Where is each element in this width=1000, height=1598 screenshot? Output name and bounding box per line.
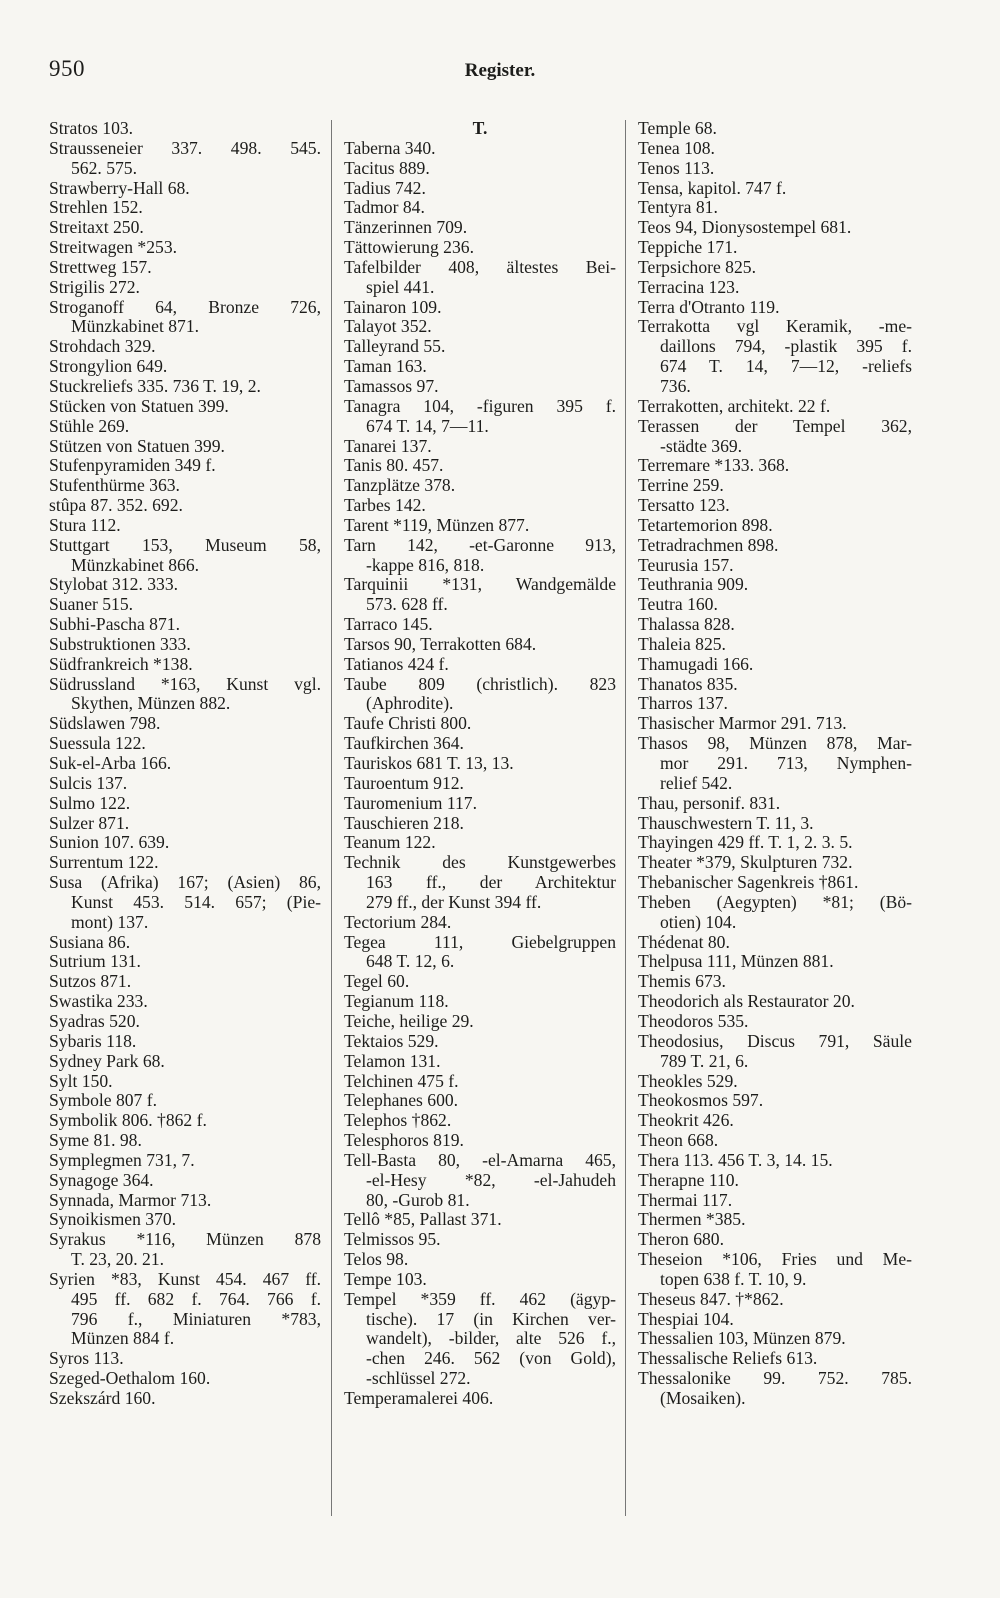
index-entry-continuation: -kappe 816, 818. [366, 554, 485, 575]
index-entry-continuation: wandelt), -bilder, alte 526 f., [366, 1328, 616, 1349]
index-entry: Susiana 86. [49, 931, 131, 952]
index-entry-continuation: 674 T. 14, 7—12, -reliefs [660, 356, 912, 377]
index-entry: Temple 68. [638, 118, 717, 138]
index-entry: Telos 98. [344, 1249, 409, 1270]
index-entry-continuation: otien) 104. [660, 911, 737, 932]
index-column-left [49, 119, 321, 1409]
index-entry: Taberna 340. [344, 137, 436, 158]
index-entry: Telamon 131. [344, 1050, 441, 1071]
index-entry: Tensa, kapitol. 747 f. [638, 177, 787, 198]
index-entry-continuation: 789 T. 21, 6. [660, 1050, 749, 1071]
index-entry: Tarent *119, Münzen 877. [344, 514, 530, 535]
section-letter-heading: T. [472, 118, 488, 138]
index-entry: Thespiai 104. [638, 1308, 734, 1329]
index-entry: Szekszárd 160. [49, 1388, 156, 1408]
index-entry: Sydney Park 68. [49, 1050, 165, 1071]
index-entry: Tempe 103. [344, 1268, 427, 1289]
index-entry: Suaner 515. [49, 594, 134, 615]
index-entry: Strongylion 649. [49, 356, 168, 377]
index-entry: Telmissos 95. [344, 1229, 441, 1250]
index-entry: Tetartemorion 898. [638, 514, 773, 535]
index-entry: Tarn 142, -et-Garonne 913, [344, 534, 616, 555]
index-entry-continuation: (Mosaiken). [660, 1388, 746, 1408]
index-entry: Theater *379, Skulpturen 732. [638, 852, 853, 873]
index-entry: Stura 112. [49, 514, 121, 535]
running-title: Register. [464, 60, 536, 81]
index-entry: Tainaron 109. [344, 296, 442, 317]
index-entry-continuation: daillons 794, -plastik 395 f. [660, 336, 912, 357]
index-entry: Tanagra 104, -figuren 395 f. [344, 395, 616, 416]
index-entry: Tempel *359 ff. 462 (ägyp- [344, 1288, 616, 1309]
index-column-right [638, 119, 912, 1409]
index-entry-continuation: 279 ff., der Kunst 394 ff. [366, 891, 542, 912]
index-entry: Thessalische Reliefs 613. [638, 1348, 818, 1369]
index-entry: Terremare *133. 368. [638, 455, 790, 476]
index-entry-continuation: Münzkabinet 866. [71, 554, 200, 575]
index-entry-continuation: relief 542. [660, 772, 733, 793]
index-entry-continuation: -schlüssel 272. [366, 1368, 471, 1389]
index-entry: Tharros 137. [638, 693, 728, 714]
index-entry: Thayingen 429 ff. T. 1, 2. 3. 5. [638, 832, 853, 853]
index-entry: Thasischer Marmor 291. 713. [638, 713, 847, 734]
index-entry: Subhi-Pascha 871. [49, 614, 180, 635]
index-entry: Stufenpyramiden 349 f. [49, 455, 216, 476]
index-entry: Susa (Afrika) 167; (Asien) 86, [49, 872, 321, 893]
index-entry: Syrien *83, Kunst 454. 467 ff. [49, 1268, 321, 1289]
index-entry: Technik des Kunstgewerbes [344, 852, 616, 873]
index-entry: Taman 163. [344, 356, 427, 377]
index-entry: Teppiche 171. [638, 237, 738, 258]
index-entry-continuation: spiel 441. [366, 276, 435, 297]
index-entry: Theokosmos 597. [638, 1090, 764, 1111]
index-entry: Thebanischer Sagenkreis †861. [638, 872, 859, 893]
index-entry: Tektaios 529. [344, 1030, 439, 1051]
index-entry: Thasos 98, Münzen 878, Mar- [638, 733, 912, 754]
index-entry: Streitwagen *253. [49, 237, 178, 258]
index-entry: Tanarei 137. [344, 435, 432, 456]
index-entry: Streitaxt 250. [49, 217, 144, 238]
index-entry: Tafelbilder 408, ältestes Bei- [344, 256, 616, 277]
index-entry: Theodoros 535. [638, 1010, 749, 1031]
index-entry: Theodorich als Restaurator 20. [638, 991, 855, 1012]
index-entry: Teuthrania 909. [638, 574, 749, 595]
index-entry: Tauroentum 912. [344, 772, 464, 793]
index-entry-continuation: T. 23, 20. 21. [71, 1249, 165, 1270]
index-entry: Sulcis 137. [49, 772, 128, 793]
index-entry: Stühle 269. [49, 415, 130, 436]
index-entry: Terassen der Tempel 362, [638, 415, 912, 436]
index-entry: Tänzerinnen 709. [344, 217, 468, 238]
index-entry: Stufenthürme 363. [49, 475, 180, 496]
index-entry: Theodosius, Discus 791, Säule [638, 1030, 912, 1051]
index-entry: Tatianos 424 f. [344, 653, 449, 674]
index-entry: Sutzos 871. [49, 971, 132, 992]
index-entry: Strawberry-Hall 68. [49, 177, 190, 198]
index-entry: Südrussland *163, Kunst vgl. [49, 673, 321, 694]
index-entry-continuation: 573. 628 ff. [366, 594, 448, 615]
index-entry: Terpsichore 825. [638, 256, 756, 277]
index-entry: Thalassa 828. [638, 614, 735, 635]
index-entry: Tellô *85, Pallast 371. [344, 1209, 502, 1230]
index-entry-continuation: 163 ff., der Architektur [366, 872, 616, 893]
index-entry-continuation: mor 291. 713, Nymphen- [660, 753, 912, 773]
index-entry: Tauschieren 218. [344, 812, 464, 833]
index-entry: Synoikismen 370. [49, 1209, 177, 1230]
index-entry: Suessula 122. [49, 733, 146, 754]
index-entry: Talleyrand 55. [344, 336, 446, 357]
index-entry: Tauromenium 117. [344, 792, 477, 813]
index-entry-continuation: -chen 246. 562 (von Gold), [366, 1348, 616, 1369]
index-entry: Theon 668. [638, 1130, 719, 1151]
index-entry: Thau, personif. 831. [638, 792, 781, 813]
index-entry-continuation: tische). 17 (in Kirchen ver- [366, 1308, 616, 1329]
index-entry-continuation: 796 f., Miniaturen *783, [71, 1308, 321, 1329]
index-entry: Taufkirchen 364. [344, 733, 464, 754]
index-entry: Stroganoff 64, Bronze 726, [49, 296, 321, 317]
index-entry: Tenea 108. [638, 137, 715, 158]
index-entry: Teanum 122. [344, 832, 436, 853]
index-entry: Südslawen 798. [49, 713, 161, 734]
index-entry: Symplegmen 731, 7. [49, 1149, 195, 1170]
index-entry-continuation: mont) 137. [71, 911, 149, 932]
index-entry-continuation: topen 638 f. T. 10, 9. [660, 1268, 807, 1289]
index-entry: Tamassos 97. [344, 375, 439, 396]
index-entry: Surrentum 122. [49, 852, 159, 873]
index-entry: Tegianum 118. [344, 991, 449, 1012]
index-entry: Tarraco 145. [344, 614, 433, 635]
index-entry: Strettweg 157. [49, 256, 152, 277]
index-entry: Sylt 150. [49, 1070, 113, 1091]
index-entry: Thessalonike 99. 752. 785. [638, 1368, 912, 1389]
index-entry: Sunion 107. 639. [49, 832, 170, 853]
index-entry: Thaleia 825. [638, 633, 726, 654]
index-entry-continuation: 674 T. 14, 7—11. [366, 415, 489, 436]
index-entry: Tauriskos 681 T. 13, 13. [344, 753, 514, 773]
index-entry: Synnada, Marmor 713. [49, 1189, 212, 1210]
index-entry: Thermen *385. [638, 1209, 746, 1230]
index-entry: Tegea 111, Giebelgruppen [344, 931, 616, 952]
index-entry: Stratos 103. [49, 118, 134, 138]
page-number: 950 [49, 56, 85, 81]
index-entry: Telephanes 600. [344, 1090, 459, 1111]
index-entry: Tarsos 90, Terrakotten 684. [344, 633, 537, 654]
index-entry: Thera 113. 456 T. 3, 14. 15. [638, 1149, 833, 1170]
index-entry: Tersatto 123. [638, 495, 730, 516]
index-entry-continuation: 736. [660, 375, 691, 396]
column-rule-left [331, 120, 332, 1516]
index-entry: Tanzplätze 378. [344, 475, 456, 496]
index-entry: Strausseneier 337. 498. 545. [49, 137, 321, 158]
index-entry: Teos 94, Dionysostempel 681. [638, 217, 852, 238]
index-entry: Syrakus *116, Münzen 878 [49, 1229, 321, 1250]
index-entry-continuation: 495 ff. 682 f. 764. 766 f. [71, 1288, 321, 1309]
index-entry: Sulmo 122. [49, 792, 131, 813]
index-entry: Tentyra 81. [638, 197, 718, 218]
index-entry-continuation: 648 T. 12, 6. [366, 951, 455, 972]
index-entry-continuation: Münzkabinet 871. [71, 316, 200, 337]
index-entry: Tadius 742. [344, 177, 426, 198]
index-entry: Teurusia 157. [638, 554, 734, 575]
index-entry: Thermai 117. [638, 1189, 733, 1210]
index-entry-continuation: -el-Hesy *82, -el-Jahudeh [366, 1169, 616, 1190]
index-entry: Themis 673. [638, 971, 726, 992]
index-entry: Stuckreliefs 335. 736 T. 19, 2. [49, 375, 261, 396]
index-entry: Thauschwestern T. 11, 3. [638, 812, 814, 833]
index-entry: Theron 680. [638, 1229, 724, 1250]
index-entry: Terrine 259. [638, 475, 724, 496]
index-entry: Theokrit 426. [638, 1110, 734, 1131]
index-entry: Tarbes 142. [344, 495, 426, 516]
index-entry-continuation: 80, -Gurob 81. [366, 1189, 470, 1210]
index-entry: Therapne 110. [638, 1169, 739, 1190]
index-entry: Thanatos 835. [638, 673, 738, 694]
index-entry: Taube 809 (christlich). 823 [344, 673, 616, 694]
index-entry: Theseus 847. †*862. [638, 1288, 784, 1309]
index-entry: Tectorium 284. [344, 911, 452, 932]
index-entry: Tacitus 889. [344, 157, 430, 178]
index-entry: Thelpusa 111, Münzen 881. [638, 951, 834, 972]
index-entry: Talayot 352. [344, 316, 432, 337]
index-entry: Stuttgart 153, Museum 58, [49, 534, 321, 555]
index-entry: Terrakotten, architekt. 22 f. [638, 395, 831, 416]
index-entry: Symbolik 806. †862 f. [49, 1110, 207, 1131]
index-entry: Strigilis 272. [49, 276, 140, 297]
index-column-middle [344, 119, 616, 1409]
index-entry: Substruktionen 333. [49, 633, 191, 654]
index-entry: Sybaris 118. [49, 1030, 137, 1051]
index-entry: Sutrium 131. [49, 951, 141, 972]
index-entry-continuation: -städte 369. [660, 435, 743, 456]
index-entry: Südfrankreich *138. [49, 653, 193, 674]
index-entry: Terracina 123. [638, 276, 740, 297]
index-entry: Telchinen 475 f. [344, 1070, 459, 1091]
index-entry: Tanis 80. 457. [344, 455, 444, 476]
index-entry: Szeged-Oethalom 160. [49, 1368, 211, 1389]
index-entry: Teiche, heilige 29. [344, 1010, 474, 1031]
index-entry: Telephos †862. [344, 1110, 452, 1131]
index-entry: Theben (Aegypten) *81; (Bö- [638, 891, 912, 912]
index-entry-continuation: Skythen, Münzen 882. [71, 693, 231, 714]
index-entry: Tättowierung 236. [344, 237, 474, 258]
index-entry-continuation: Kunst 453. 514. 657; (Pie- [71, 891, 321, 912]
index-entry: Tell-Basta 80, -el-Amarna 465, [344, 1149, 616, 1170]
index-entry: Swastika 233. [49, 991, 148, 1012]
index-entry: Stücken von Statuen 399. [49, 395, 229, 416]
index-entry: Telesphoros 819. [344, 1130, 464, 1151]
index-entry: Thessalien 103, Münzen 879. [638, 1328, 846, 1349]
index-entry: Tegel 60. [344, 971, 410, 992]
index-entry: Symbole 807 f. [49, 1090, 158, 1111]
index-entry: Strohdach 329. [49, 336, 156, 357]
index-entry: Theokles 529. [638, 1070, 738, 1091]
index-entry: Strehlen 152. [49, 197, 143, 218]
index-entry: Tetradrachmen 898. [638, 534, 779, 555]
index-entry: Theseion *106, Fries und Me- [638, 1249, 912, 1270]
index-entry: Teutra 160. [638, 594, 718, 615]
index-entry: Thamugadi 166. [638, 653, 754, 674]
index-entry: Sulzer 871. [49, 812, 130, 833]
index-entry: Stylobat 312. 333. [49, 574, 179, 595]
column-rule-right [625, 120, 626, 1516]
index-entry: Syadras 520. [49, 1010, 140, 1031]
index-entry: Terrakotta vgl Keramik, -me- [638, 316, 912, 337]
index-entry-continuation: (Aphrodite). [366, 693, 454, 714]
index-entry: Thédenat 80. [638, 931, 730, 952]
index-entry: Taufe Christi 800. [344, 713, 472, 734]
index-entry: Stützen von Statuen 399. [49, 435, 225, 456]
index-entry: Suk-el-Arba 166. [49, 753, 172, 773]
index-entry: Syros 113. [49, 1348, 124, 1369]
index-entry: stûpa 87. 352. 692. [49, 495, 183, 516]
index-entry: Synagoge 364. [49, 1169, 154, 1190]
index-entry: Tarquinii *131, Wandgemälde [344, 574, 616, 595]
index-entry: Tadmor 84. [344, 197, 425, 218]
index-entry: Syme 81. 98. [49, 1130, 142, 1151]
index-entry: Terra d'Otranto 119. [638, 296, 780, 317]
index-entry-continuation: 562. 575. [71, 157, 137, 178]
index-entry: Temperamalerei 406. [344, 1388, 494, 1408]
index-entry-continuation: Münzen 884 f. [71, 1328, 175, 1349]
index-entry: Tenos 113. [638, 157, 715, 178]
